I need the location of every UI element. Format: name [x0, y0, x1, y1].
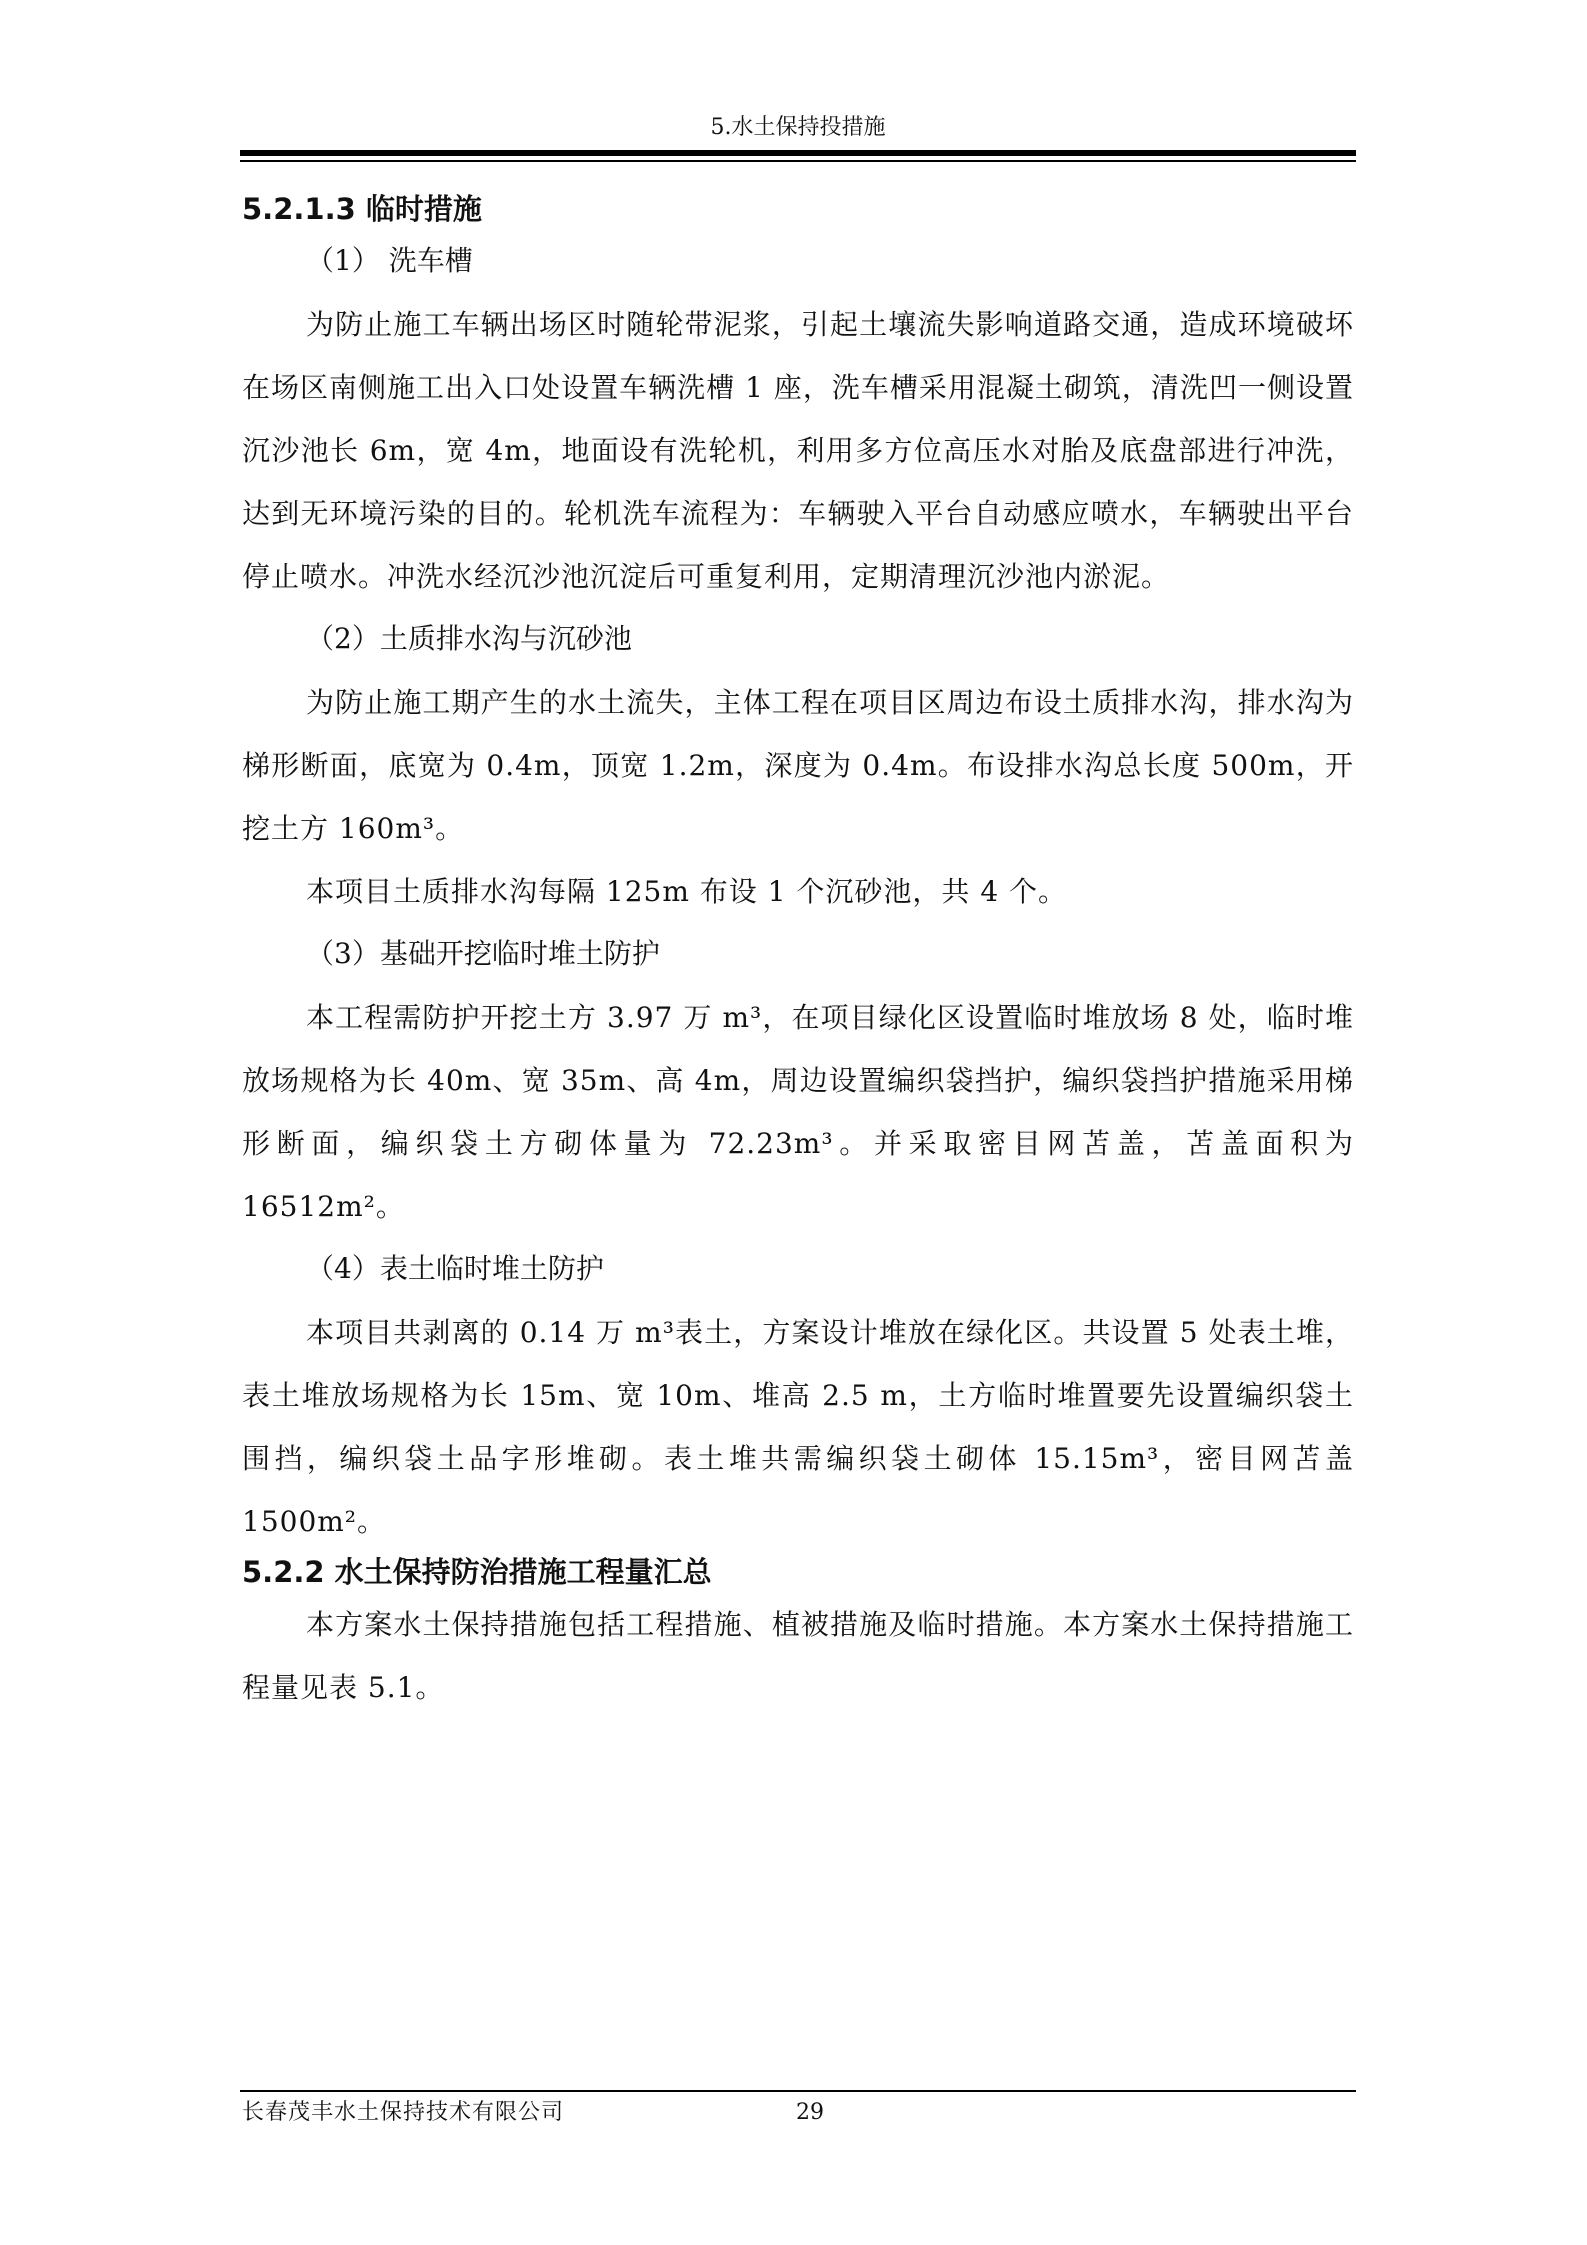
header-title: 5.水土保持投措施	[710, 115, 886, 140]
paragraph-topsoil-spoil: 本项目共剥离的 0.14 万 m³表土，方案设计堆放在绿化区。共设置 5 处表土堆，表土堆放场规格为长 15m、宽 10m、堆高 2.5 m，土方临时堆置要先设置编织袋土围挡，编织袋土品字形堆砌。表土堆共需编织袋土砌体 15.15m³，密目网苫盖 1500m²。	[242, 1316, 1354, 1538]
subheading-drainage-ditch: （2）土质排水沟与沉砂池	[306, 622, 632, 655]
paragraph-foundation-spoil: 本工程需防护开挖土方 3.97 万 m³，在项目绿化区设置临时堆放场 8 处，临时堆放场规格为长 40m、宽 35m、高 4m，周边设置编织袋挡护，编织袋挡护措施采用梯形断面，编织袋土方砌体量为 72.23m³。并采取密目网苫盖，苫盖面积为 16512m²。	[242, 1001, 1354, 1223]
subheading-wash-trough: （1） 洗车槽	[306, 244, 473, 277]
paragraph-sedimentation-basin: 本项目土质排水沟每隔 125m 布设 1 个沉砂池，共 4 个。	[306, 875, 1068, 908]
paragraph-wash-trough: 为防止施工车辆出场区时随轮带泥浆，引起土壤流失影响道路交通，造成环境破坏在场区南侧施工出入口处设置车辆洗槽 1 座，洗车槽采用混凝土砌筑，清洗凹一侧设置沉沙池长 6m，宽 4m，地面设有洗轮机，利用多方位高压水对胎及底盘部进行冲洗，达到无环境污染的目的。轮机洗车流程为：车辆驶入平台自动感应喷水，车辆驶出平台停止喷水。冲洗水经沉沙池沉淀后可重复利用，定期清理沉沙池内淤泥。	[242, 308, 1354, 593]
page-body	[242, 190, 1354, 1719]
paragraph-summary: 本方案水土保持措施包括工程措施、植被措施及临时措施。本方案水土保持措施工程量见表 5.1。	[242, 1608, 1354, 1704]
footer-rule	[240, 2090, 1356, 2092]
paragraph-drainage-ditch: 为防止施工期产生的水土流失，主体工程在项目区周边布设土质排水沟，排水沟为梯形断面，底宽为 0.4m，顶宽 1.2m，深度为 0.4m。布设排水沟总长度 500m，开挖土方 160m³。	[242, 686, 1354, 845]
section-heading-522: 5.2.2 水土保持防治措施工程量汇总	[242, 1555, 712, 1589]
section-heading-5213: 5.2.1.3 临时措施	[242, 192, 482, 226]
header-rule-thin	[240, 160, 1356, 162]
header-rule-thick	[240, 150, 1356, 156]
subheading-foundation-spoil: （3）基础开挖临时堆土防护	[306, 937, 660, 970]
subheading-topsoil-spoil: （4）表土临时堆土防护	[306, 1252, 604, 1285]
footer-company: 长春茂丰水土保持技术有限公司	[242, 2100, 565, 2125]
page-number: 29	[796, 2100, 824, 2125]
